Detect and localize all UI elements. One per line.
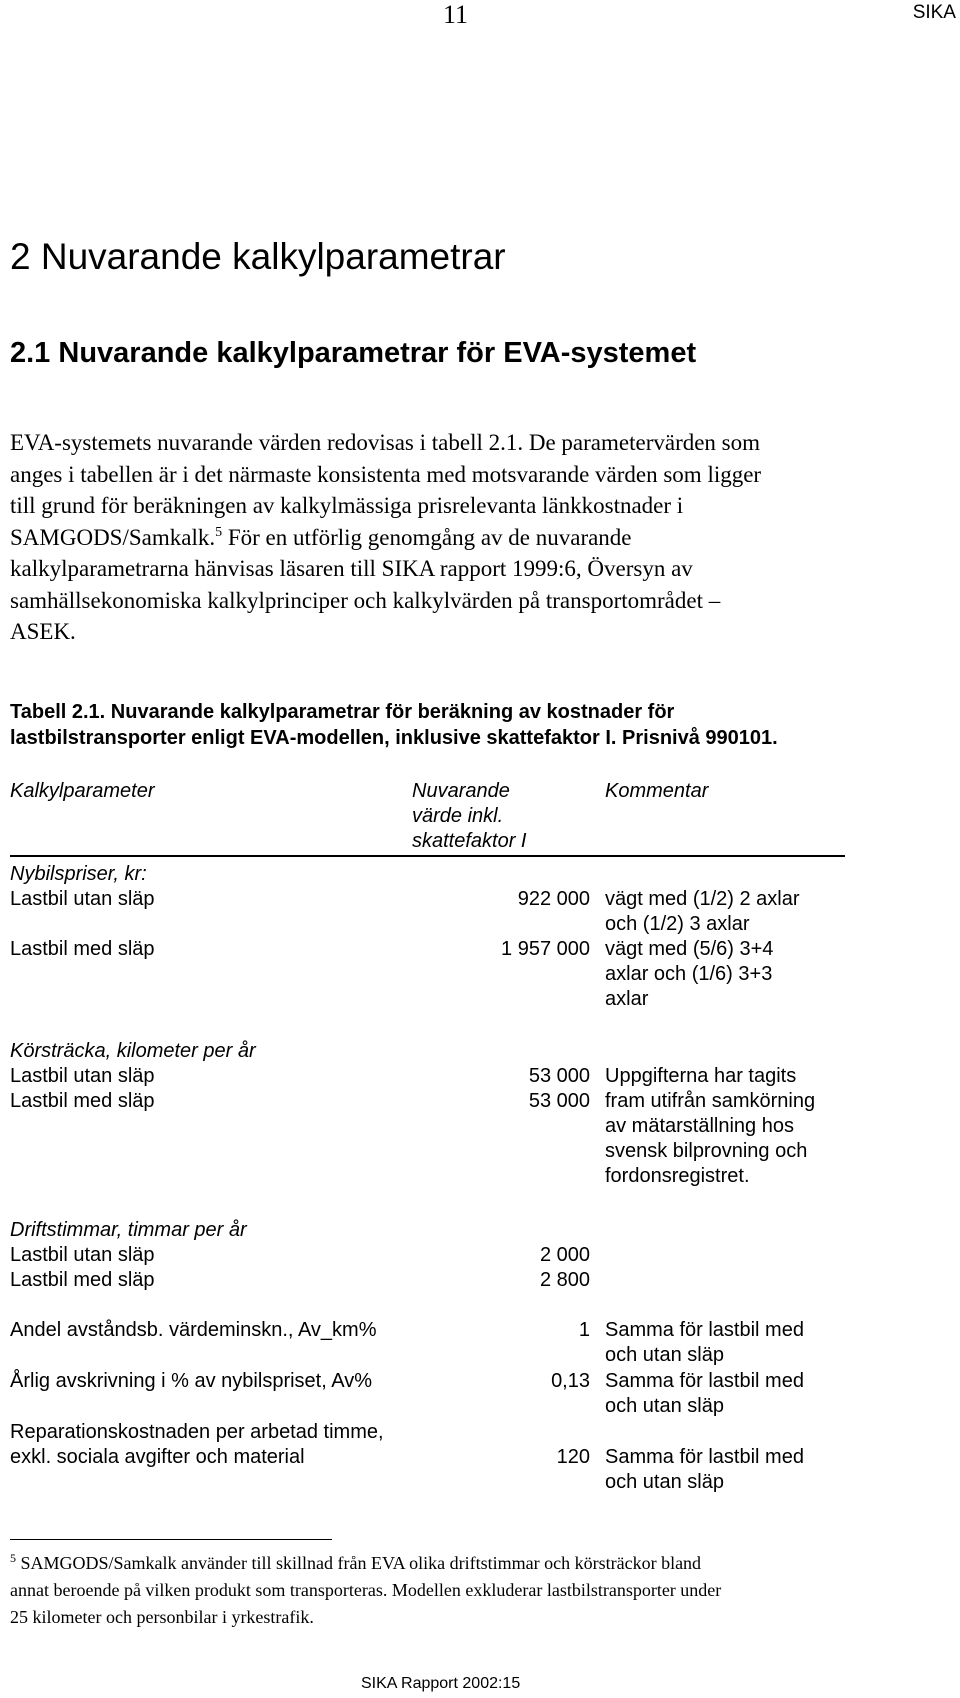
row-label: Lastbil med släp	[10, 1090, 155, 1112]
section-heading: 2.1 Nuvarande kalkylparametrar för EVA-systemet	[10, 337, 697, 369]
caption-line: lastbilstransporter enligt EVA-modellen, inklusive skattefaktor I. Prisnivå 990101.	[10, 727, 778, 749]
body-line	[10, 522, 880, 554]
header-brand: SIKA	[912, 2, 956, 23]
group-title: Nybilspriser, kr:	[10, 863, 147, 885]
row-label: Andel avståndsb. värdeminskn., Av_km%	[10, 1319, 377, 1341]
page-number: 11	[443, 0, 469, 29]
body-line: anges i tabellen är i det närmaste konsistenta med motsvarande värden som ligger	[10, 461, 762, 487]
footnote-text: SAMGODS/Samkalk använder till skillnad från EVA olika driftstimmar och körsträckor bland	[16, 1553, 702, 1573]
footnote-text: 25 kilometer och personbilar i yrkestrafik.	[10, 1607, 314, 1627]
body-text: SAMGODS/Samkalk.	[10, 524, 216, 550]
column-header-comment: Kommentar	[605, 780, 709, 802]
group-title: Körsträcka, kilometer per år	[10, 1040, 256, 1062]
row-comment: Uppgifterna har tagits fram utifrån samkörning av mätarställning hos svensk bilprovning och fordonsregistret.	[605, 1065, 816, 1187]
row-value: 1	[578, 1319, 590, 1341]
footnote-text: annat beroende på vilken produkt som transporteras. Modellen exkluderar lastbilstransporter under	[10, 1580, 722, 1600]
chapter-heading: 2 Nuvarande kalkylparametrar	[10, 236, 506, 277]
row-comment: Samma för lastbil med och utan släp	[605, 1446, 804, 1493]
footnote-number: 5	[10, 1551, 16, 1565]
body-line: ASEK.	[10, 619, 76, 644]
row-label: Lastbil utan släp	[10, 888, 155, 910]
row-value: 53 000	[528, 1065, 590, 1087]
row-value: 922 000	[517, 888, 590, 910]
body-paragraph	[10, 427, 880, 648]
body-line: samhällsekonomiska kalkylprinciper och kalkylvärden på transportområdet –	[10, 587, 721, 613]
row-value: 120	[556, 1446, 590, 1468]
footnote	[10, 1550, 721, 1631]
row-value: 2 000	[539, 1244, 590, 1266]
row-label: Lastbil med släp	[10, 938, 155, 960]
row-value: 0,13	[551, 1370, 590, 1392]
group-title: Driftstimmar, timmar per år	[10, 1219, 247, 1241]
body-text: För en utförlig genomgång av de nuvarande	[222, 524, 632, 550]
row-comment: Samma för lastbil med och utan släp	[605, 1370, 804, 1417]
body-line: EVA-systemets nuvarande värden redovisas i tabell 2.1. De parametervärden som	[10, 430, 761, 455]
body-line: kalkylparametrarna hänvisas läsaren till SIKA rapport 1999:6, Översyn av	[10, 556, 693, 581]
column-header-parameter: Kalkylparameter	[10, 780, 155, 802]
row-label: Lastbil utan släp	[10, 1244, 155, 1266]
body-line: till grund för beräkningen av kalkylmässiga prisrelevanta länkkostnader i	[10, 493, 684, 518]
row-comment: vägt med (5/6) 3+4 axlar och (1/6) 3+3 axlar	[605, 938, 774, 1010]
row-comment: Samma för lastbil med och utan släp	[605, 1319, 804, 1366]
row-label: Årlig avskrivning i % av nybilspriset, Av%	[10, 1370, 372, 1392]
table-caption	[10, 699, 778, 751]
column-header-value: Nuvarande värde inkl. skattefaktor I	[412, 780, 527, 852]
row-value: 2 800	[539, 1269, 590, 1291]
row-label: Lastbil utan släp	[10, 1065, 155, 1087]
row-value: 53 000	[528, 1090, 590, 1112]
row-comment: vägt med (1/2) 2 axlar och (1/2) 3 axlar	[605, 888, 800, 935]
caption-line: Tabell 2.1. Nuvarande kalkylparametrar för beräkning av kostnader för	[10, 701, 675, 723]
footnote-rule	[10, 1539, 332, 1540]
row-value: 1 957 000	[501, 938, 590, 960]
row-label: Reparationskostnaden per arbetad timme, exkl. sociala avgifter och material	[10, 1421, 384, 1468]
table-header-rule	[10, 855, 845, 857]
row-label: Lastbil med släp	[10, 1269, 155, 1291]
page-footer: SIKA Rapport 2002:15	[361, 1675, 521, 1692]
footnote-reference: 5	[215, 524, 223, 540]
